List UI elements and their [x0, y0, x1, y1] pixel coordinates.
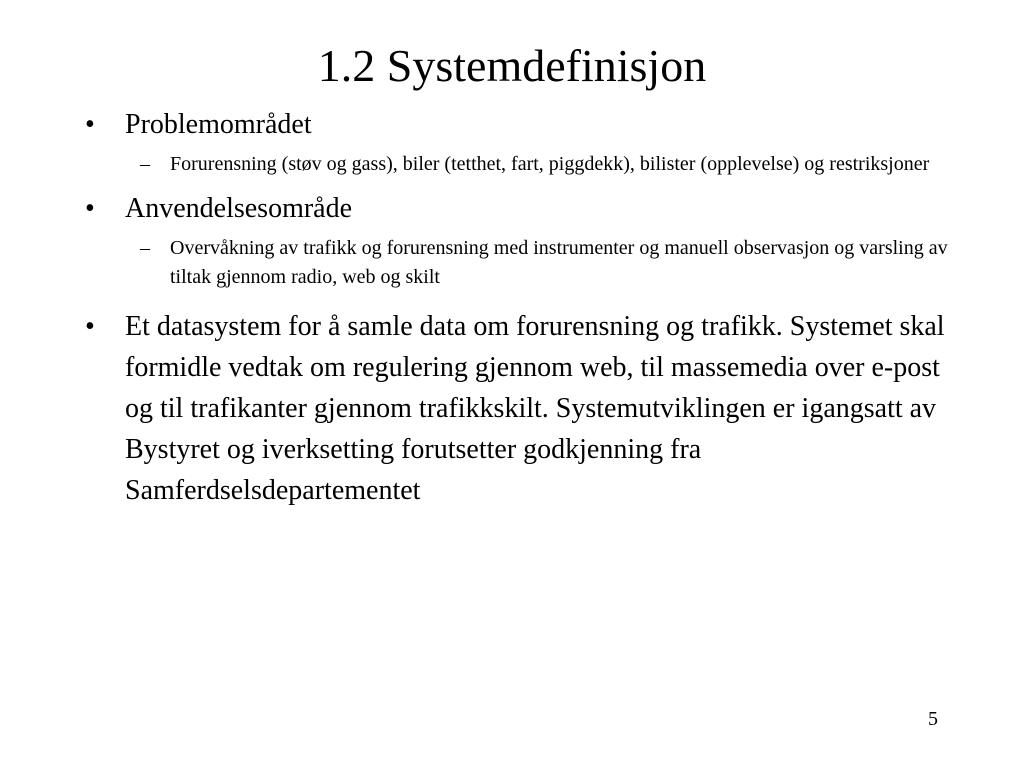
bullet-marker: •	[85, 193, 95, 224]
bullet-marker: •	[85, 311, 95, 342]
sub-bullet-text: Forurensning (støv og gass), biler (tetthet, fart, piggdekk), bilister (opplevelse) og restriksjoner	[170, 153, 930, 175]
sub-bullet-problem-area	[85, 150, 955, 179]
bullet-text: Problemområdet	[125, 109, 312, 140]
page-number: 5	[928, 708, 938, 730]
bullet-text: Et datasystem for å samle data om forurensning og trafikk. Systemet skal formidle vedtak om regulering gjennom web, til massemedia over e-post og til trafikanter gjennom trafikkskilt. Systemutviklingen er igangsatt av Bystyret og iverksetting forutsetter godkjenning fra Samferdselsdepartementet	[125, 311, 945, 506]
sub-bullet-application-area	[85, 234, 955, 292]
sub-bullet-marker: –	[140, 237, 150, 259]
bullet-system-description	[85, 306, 955, 511]
slide-body	[85, 104, 955, 511]
bullet-application-area	[85, 188, 955, 229]
sub-bullet-marker: –	[140, 153, 150, 175]
bullet-marker: •	[85, 109, 95, 140]
slide-title: 1.2 Systemdefinisjon	[317, 40, 707, 91]
bullet-problem-area	[85, 104, 955, 145]
sub-bullet-text: Overvåkning av trafikk og forurensning med instrumenter og manuell observasjon og varsling av tiltak gjennom radio, web og skilt	[170, 237, 948, 288]
bullet-text: Anvendelsesområde	[125, 193, 353, 224]
